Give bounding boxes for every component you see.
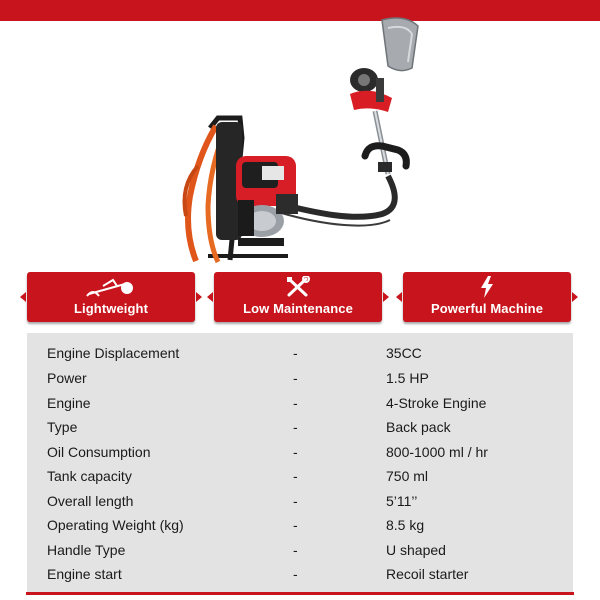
spec-name: Engine xyxy=(47,395,91,411)
spec-value: U shaped xyxy=(386,542,446,558)
spec-value: 1.5 HP xyxy=(386,370,429,386)
trimmer-icon xyxy=(81,276,141,298)
spec-separator: - xyxy=(293,444,298,460)
feature-label: Lightweight xyxy=(73,301,149,316)
spec-name: Handle Type xyxy=(47,542,126,558)
spec-name: Type xyxy=(47,419,78,435)
spec-row xyxy=(27,562,573,586)
spec-value: Recoil starter xyxy=(386,566,469,582)
feature-notch-right xyxy=(383,292,389,302)
spec-value: 4-Stroke Engine xyxy=(386,395,487,411)
spec-separator: - xyxy=(293,517,298,533)
feature-notch-right xyxy=(196,292,202,302)
feature-notch-left xyxy=(20,292,26,302)
spec-value: 800-1000 ml / hr xyxy=(386,444,488,460)
feature-lightweight xyxy=(27,272,195,322)
feature-label: Powerful Machine xyxy=(430,301,544,316)
spec-row xyxy=(27,391,573,415)
spec-row xyxy=(27,415,573,439)
spec-separator: - xyxy=(293,566,298,582)
spec-table xyxy=(27,333,573,594)
spec-name: Power xyxy=(47,370,87,386)
feature-label: Low Maintenance xyxy=(243,301,353,316)
spec-value: 8.5 kg xyxy=(386,517,425,533)
spec-value: 750 ml xyxy=(386,468,429,484)
feature-low-maintenance xyxy=(214,272,382,322)
spec-value: 5’11’’ xyxy=(386,493,418,509)
lightning-icon xyxy=(457,276,517,298)
spec-name: Engine Displacement xyxy=(47,345,180,361)
feature-notch-left xyxy=(207,292,213,302)
spec-separator: - xyxy=(293,493,298,509)
spec-separator: - xyxy=(293,395,298,411)
spec-row xyxy=(27,489,573,513)
spec-separator: - xyxy=(293,419,298,435)
spec-row xyxy=(27,464,573,488)
spec-row xyxy=(27,341,573,365)
spec-row xyxy=(27,366,573,390)
spec-row xyxy=(27,538,573,562)
spec-separator: - xyxy=(293,468,298,484)
spec-separator: - xyxy=(293,370,298,386)
feature-notch-left xyxy=(396,292,402,302)
feature-powerful-machine xyxy=(403,272,571,322)
spec-row xyxy=(27,440,573,464)
feature-strip xyxy=(0,272,600,326)
spec-name: Operating Weight (kg) xyxy=(47,517,184,533)
brush-cutter-image xyxy=(150,16,440,266)
spec-row xyxy=(27,513,573,537)
bottom-divider xyxy=(26,592,574,595)
spec-separator: - xyxy=(293,345,298,361)
spec-name: Oil Consumption xyxy=(47,444,151,460)
spec-name: Engine start xyxy=(47,566,122,582)
spec-value: 35CC xyxy=(386,345,422,361)
spec-value: Back pack xyxy=(386,419,451,435)
feature-notch-right xyxy=(572,292,578,302)
spec-separator: - xyxy=(293,542,298,558)
spec-name: Overall length xyxy=(47,493,134,509)
spec-name: Tank capacity xyxy=(47,468,132,484)
tools-icon xyxy=(268,276,328,298)
